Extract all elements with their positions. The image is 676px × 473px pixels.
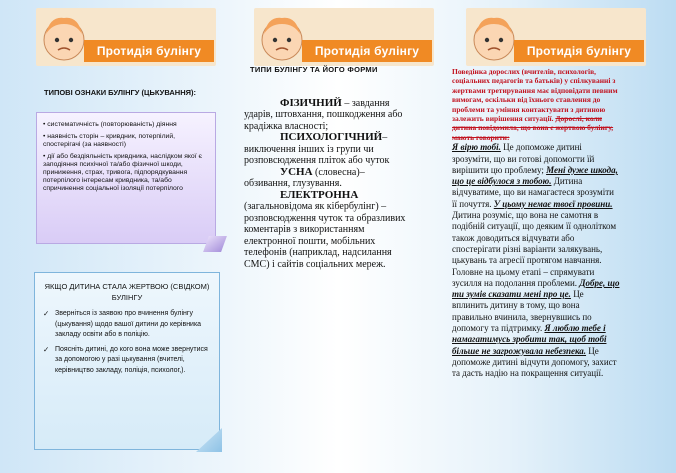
signs-box (36, 112, 216, 244)
type-verbal: УСНА (словесна)– обзивання, глузування. (244, 165, 365, 189)
banner-title: Протидія булінгу (302, 40, 432, 62)
child-face-icon (470, 10, 518, 64)
child-face-icon (258, 10, 306, 64)
type-electronic: ЕЛЕКТРОННА (загальновідома як кібербулінг) – розповсюдження чуток та образливих коментарів з використанням електронної пошти, мобільних телефонів (наприклад, надсилання СМС) і сайтів соціальних мереж. (244, 188, 406, 270)
sign-item: • систематичність (повторюваність) діяння (43, 121, 177, 128)
signs-title: ТИПОВІ ОЗНАКИ БУЛІНГУ (ЦЬКУВАННЯ): (43, 88, 197, 97)
note-list (43, 309, 211, 376)
banner-title: Протидія булінгу (514, 40, 644, 62)
bullying-types (244, 64, 412, 270)
banner-left (36, 8, 216, 66)
sign-item: • наявність сторін – кривдник, потерпілий, спостерігачі (за наявності) (43, 133, 176, 148)
adult-guidance (452, 67, 620, 379)
banner-middle (254, 8, 434, 66)
note-item: ✓ Зверніться із заявою про вчинення булінгу (цькування) щодо вашої дитини до керівника закладу освіти або в поліцію. (43, 309, 211, 341)
guidance-intro: Поведінка дорослих (вчителів, психологів, соціальних педагогів та батьків) у спілкуванні з жертвами третирування має відповідати певним вимогам, оскільки від їхнього ставлення до проблеми та уміння контактувати з дитиною залежить вирішення ситуації. Дорослі, коли дитина повідомила, що вона є жертвою булінгу, мають говорити: (452, 67, 618, 142)
note-title: ЯКЩО ДИТИНА СТАЛА ЖЕРТВОЮ (СВІДКОМ) БУЛІНГУ (44, 282, 210, 302)
types-heading: ТИПИ БУЛІНГУ ТА ЙОГО ФОРМИ (250, 65, 378, 74)
child-face-icon (40, 10, 88, 64)
type-psychological: ПСИХОЛОГІЧНИЙ– виключення інших із групи чи розповсюдження пліток або чуток (244, 131, 390, 166)
note-item: ✓ Поясніть дитині, до кого вона може звернутися за допомогою у разі цькування (вчителі, керівництво закладу, поліція, психолог,). (43, 345, 211, 377)
victim-note (34, 272, 220, 450)
banner-right (466, 8, 646, 66)
type-physical: ФІЗИЧНИЙ – завдання ударів, штовхання, пошкодження або крадіжка власності; (244, 96, 403, 132)
sign-item: • дії або бездіяльність кривдника, наслідком якої є заподіяння психічної та/або фізичної шкоди, приниження, страх, тривога, підпорядкування потерпілого інтересам кривдника, та/або спричинення соціальної ізоляції потерпілого (43, 153, 202, 192)
guidance-text: Я вірю тобі. Це допоможе дитині зрозуміти, що ви готові допомогти їй вирішити цю проблему; Мені дуже шкода, що це відбулося з тобою. Дитина відчуватиме, що ви намагаєтеся зрозуміти її почуття. У цьому немає твоєї провини. Дитина розуміє, що вона не самотня в подібній ситуації, що деяким її однолітком також доводиться відчувати або спостерігати різні варіанти залякувань, цькувань та агресії протягом навчання. Головне на цьому етапі – спрямувати зусилля на подолання проблеми. Добре, що ти зумів сказати мені про це. Це вплинить дитину в тому, що вона правильно вчинила, звернувшись по допомогу та підтримку. Я люблю тебе і намагатимусь зробити так, щоб тобі більше не загрожувала небезпека. Це допоможе дитині відчути допомогу, захист та дасть надію на покращення ситуації. (452, 142, 620, 379)
banner-title: Протидія булінгу (84, 40, 214, 62)
